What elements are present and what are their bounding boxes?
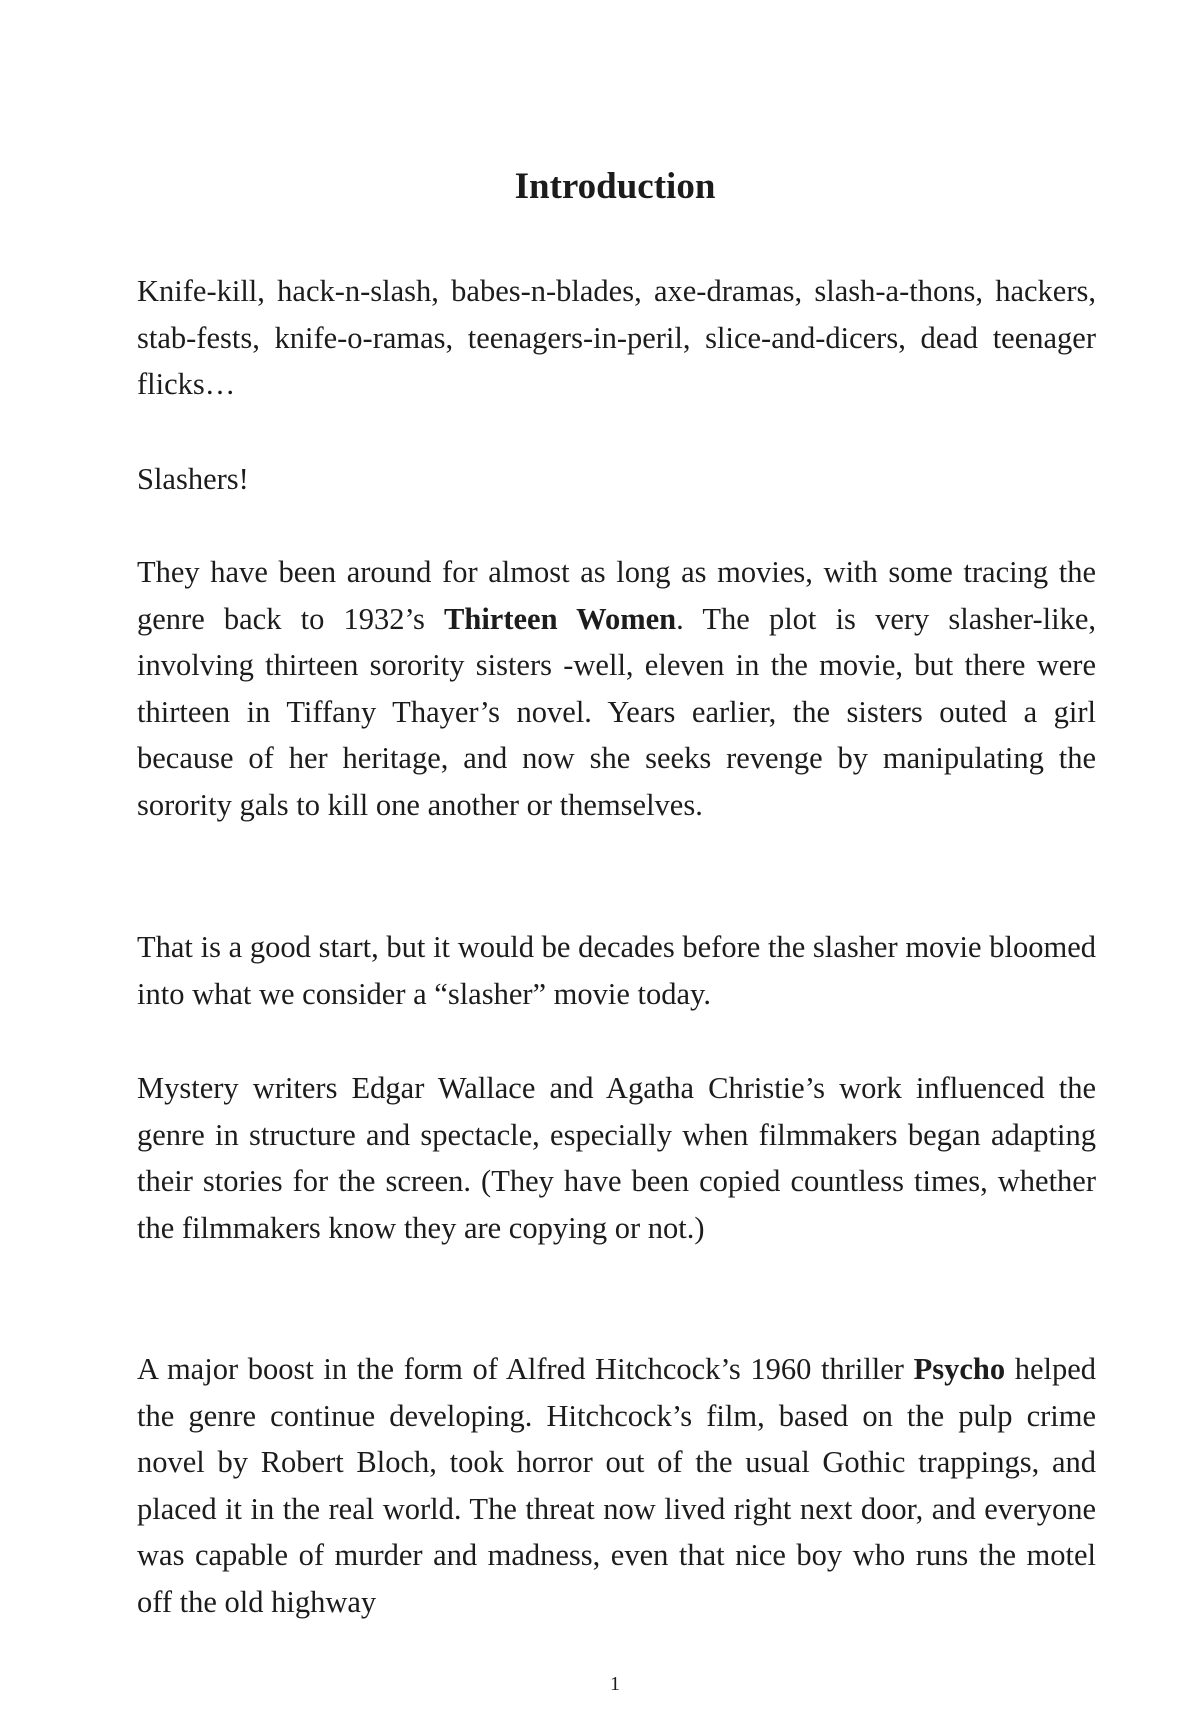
paragraph-good-start: That is a good start, but it would be decades before the slasher movie bloomed into what we consider a “slasher” movie today. bbox=[137, 930, 1096, 1011]
paragraph-slashers-exclamation: Slashers! bbox=[137, 462, 249, 496]
paragraph-psycho bbox=[137, 1346, 1096, 1626]
paragraph-mystery-writers: Mystery writers Edgar Wallace and Agatha Christie’s work influenced the genre in structure and spectacle, especially when filmmakers began adapting their stories for the screen. (They have been copied countless times, whether the filmmakers know they are copying or not.) bbox=[137, 1071, 1096, 1245]
film-title-thirteen-women: Thirteen Women bbox=[444, 601, 677, 636]
paragraph-text: . The plot is very slasher-like, involving thirteen sorority sisters -well, eleven in the movie, but there were thirteen in Tiffany Thayer’s novel. Years earlier, the sisters outed a girl because of her heritage, and now she seeks revenge by manipulating the sorority gals to kill one another or themselves. bbox=[137, 601, 1097, 822]
paragraph-slasher-nicknames: Knife-kill, hack-n-slash, babes-n-blades, axe-dramas, slash-a-thons, hackers, stab-fests, knife-o-ramas, teenagers-in-peril, slice-and-dicers, dead teenager flicks… bbox=[137, 274, 1096, 402]
paragraph-text: They have been around for almost as long as movies, with some tracing the genre back to 1932’s bbox=[137, 555, 1096, 636]
chapter-title: Introduction bbox=[514, 166, 716, 207]
paragraph-text: A major boost in the form of Alfred Hitchcock’s 1960 thriller bbox=[137, 1352, 914, 1386]
paragraph-text: helped the genre continue developing. Hitchcock’s film, based on the pulp crime novel by Robert Bloch, took horror out of the usual Gothic trappings, and placed it in the real world. The threat now lived right next door, and everyone was capable of murder and madness, even that nice boy who runs the motel off the old highway bbox=[137, 1352, 1096, 1619]
paragraph-thirteen-women bbox=[137, 549, 1096, 829]
film-title-psycho: Psycho bbox=[913, 1352, 1006, 1386]
page-number: 1 bbox=[610, 1673, 620, 1695]
